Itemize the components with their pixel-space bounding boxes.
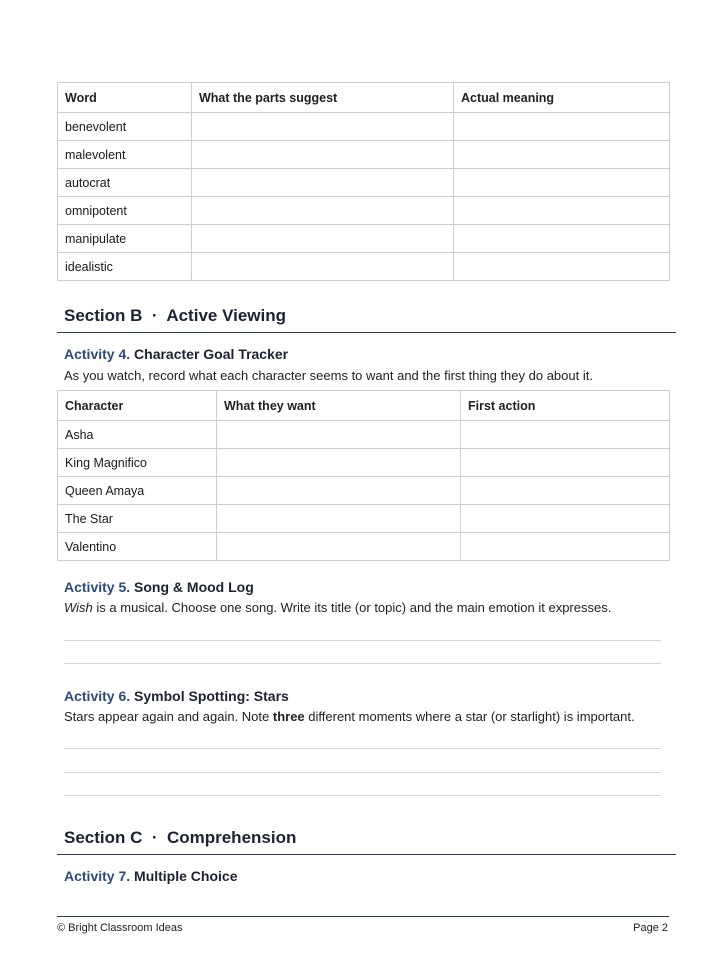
table-row-character: Queen Amaya <box>58 477 217 505</box>
activity-number: Activity 7. <box>64 868 131 884</box>
answer-cell[interactable] <box>217 533 461 561</box>
activity-5-title <box>64 579 254 595</box>
answer-cell[interactable] <box>461 477 670 505</box>
section-b-title: Section B · Active Viewing <box>64 306 286 325</box>
writing-line[interactable] <box>64 795 661 796</box>
answer-cell[interactable] <box>217 449 461 477</box>
table-row-word: idealistic <box>58 253 192 281</box>
answer-cell[interactable] <box>217 505 461 533</box>
activity-number: Activity 6. <box>64 688 131 704</box>
answer-cell[interactable] <box>192 113 454 141</box>
section-divider <box>57 854 676 855</box>
table-row-character: King Magnifico <box>58 449 217 477</box>
page-number: Page 2 <box>633 922 668 934</box>
section-c-title: Section C · Comprehension <box>64 828 297 847</box>
answer-cell[interactable] <box>217 421 461 449</box>
writing-line[interactable] <box>64 748 661 749</box>
column-header-actual-meaning: Actual meaning <box>454 83 670 113</box>
activity-4-title <box>64 346 288 362</box>
activity-name: Song & Mood Log <box>134 579 254 595</box>
table-row-character: Valentino <box>58 533 217 561</box>
table-row-word: manipulate <box>58 225 192 253</box>
answer-cell[interactable] <box>461 505 670 533</box>
table-row-word: autocrat <box>58 169 192 197</box>
column-header-parts-suggest: What the parts suggest <box>192 83 454 113</box>
table-row-character: Asha <box>58 421 217 449</box>
answer-cell[interactable] <box>454 169 670 197</box>
table-row-word: benevolent <box>58 113 192 141</box>
vocabulary-table <box>57 82 670 281</box>
table-row-word: malevolent <box>58 141 192 169</box>
answer-cell[interactable] <box>461 421 670 449</box>
activity-7-title <box>64 868 237 884</box>
column-header-word: Word <box>58 83 192 113</box>
table-row-word: omnipotent <box>58 197 192 225</box>
instruction-text: Stars appear again and again. Note <box>64 709 273 724</box>
answer-cell[interactable] <box>454 113 670 141</box>
answer-cell[interactable] <box>192 141 454 169</box>
column-header-character: Character <box>58 391 217 421</box>
activity-name: Multiple Choice <box>134 868 238 884</box>
answer-cell[interactable] <box>192 225 454 253</box>
answer-cell[interactable] <box>454 141 670 169</box>
activity-6-title <box>64 688 289 704</box>
activity-number: Activity 4. <box>64 346 131 362</box>
column-header-first-action: First action <box>461 391 670 421</box>
activity-6-instruction <box>64 709 635 724</box>
footer-divider <box>57 916 669 917</box>
column-header-what-they-want: What they want <box>217 391 461 421</box>
emphasis-text: three <box>272 709 305 724</box>
activity-name: Symbol Spotting: Stars <box>134 688 289 704</box>
activity-4-instruction: As you watch, record what each character seems to want and the first thing they do about it. <box>64 368 593 383</box>
answer-cell[interactable] <box>454 225 670 253</box>
writing-line[interactable] <box>64 640 661 641</box>
instruction-text: is a musical. Choose one song. Write its title (or topic) and the main emotion it expresses. <box>92 600 612 615</box>
section-divider <box>57 332 676 333</box>
answer-cell[interactable] <box>454 197 670 225</box>
answer-cell[interactable] <box>192 169 454 197</box>
answer-cell[interactable] <box>192 253 454 281</box>
writing-line[interactable] <box>64 663 661 664</box>
footer-copyright: © Bright Classroom Ideas <box>57 922 183 934</box>
table-row-character: The Star <box>58 505 217 533</box>
answer-cell[interactable] <box>461 449 670 477</box>
instruction-text: different moments where a star (or starlight) is important. <box>304 709 635 724</box>
writing-line[interactable] <box>64 772 661 773</box>
answer-cell[interactable] <box>454 253 670 281</box>
film-title: Wish <box>64 600 93 615</box>
activity-number: Activity 5. <box>64 579 131 595</box>
answer-cell[interactable] <box>461 533 670 561</box>
answer-cell[interactable] <box>192 197 454 225</box>
activity-name: Character Goal Tracker <box>134 346 289 362</box>
answer-cell[interactable] <box>217 477 461 505</box>
activity-5-instruction <box>64 600 611 615</box>
character-table <box>57 390 670 561</box>
